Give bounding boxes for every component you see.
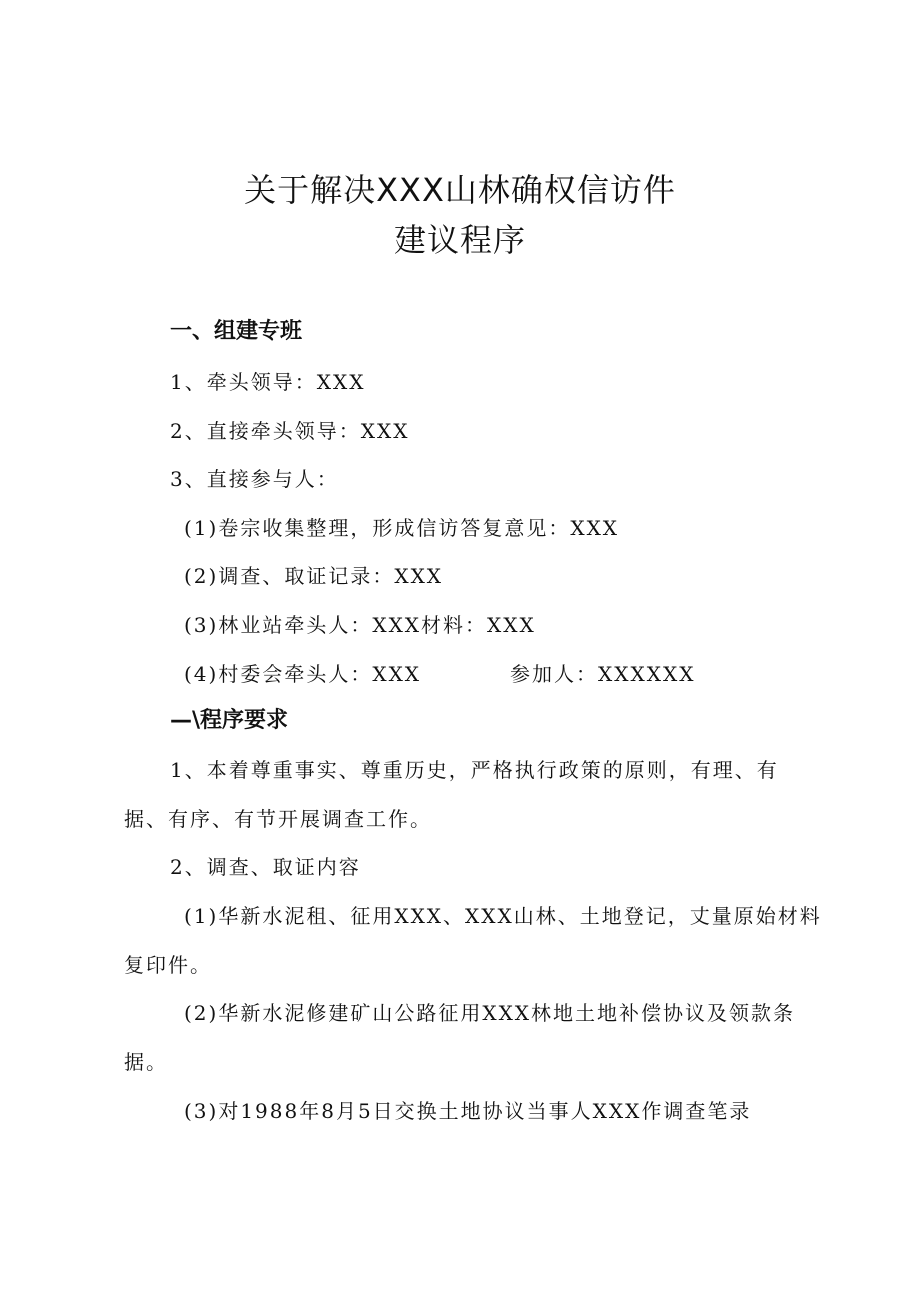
- section2-paragraph-5: (3)对1988年8月5日交换土地协议当事人XXX作调查笔录: [184, 1099, 752, 1123]
- section2-paragraph-1-line2: 据、有序、有节开展调查工作。: [124, 807, 432, 831]
- section2-paragraph-1-line1: 1、本着尊重事实、尊重历史，严格执行政策的原则，有理、有: [170, 758, 779, 782]
- section1-subitem-2: (2)调查、取证记录：XXX: [184, 564, 444, 588]
- section1-subitem-4-left: (4)村委会牵头人：XXX: [184, 662, 422, 686]
- section2-paragraph-3-line1: (1)华新水泥租、征用XXX、XXX山林、土地登记，丈量原始材料: [184, 904, 822, 928]
- section2-heading: —\程序要求: [170, 708, 289, 733]
- section1-subitem-4-right: 参加人：XXXXXX: [510, 662, 696, 686]
- section1-subitem-3: (3)林业站牵头人：XXX材料：XXX: [184, 613, 536, 637]
- section1-subitem-1: (1)卷宗收集整理，形成信访答复意见：XXX: [184, 516, 620, 540]
- document-title-line2: 建议程序: [393, 221, 526, 259]
- section2-paragraph-3-line2: 复印件。: [124, 953, 212, 977]
- section2-paragraph-4-line2: 据。: [124, 1050, 168, 1074]
- section2-paragraph-2: 2、调查、取证内容: [170, 855, 361, 879]
- section1-item-3: 3、直接参与人：: [170, 467, 339, 491]
- section2-paragraph-4-line1: (2)华新水泥修建矿山公路征用XXX林地土地补偿协议及领款条: [184, 1001, 796, 1025]
- document-title-line1: 关于解决XXX山林确权信访件: [244, 171, 676, 209]
- section1-item-2: 2、直接牵头领导：XXX: [170, 419, 410, 443]
- section1-item-1: 1、牵头领导：XXX: [170, 370, 366, 394]
- section1-heading: 一、组建专班: [170, 319, 303, 344]
